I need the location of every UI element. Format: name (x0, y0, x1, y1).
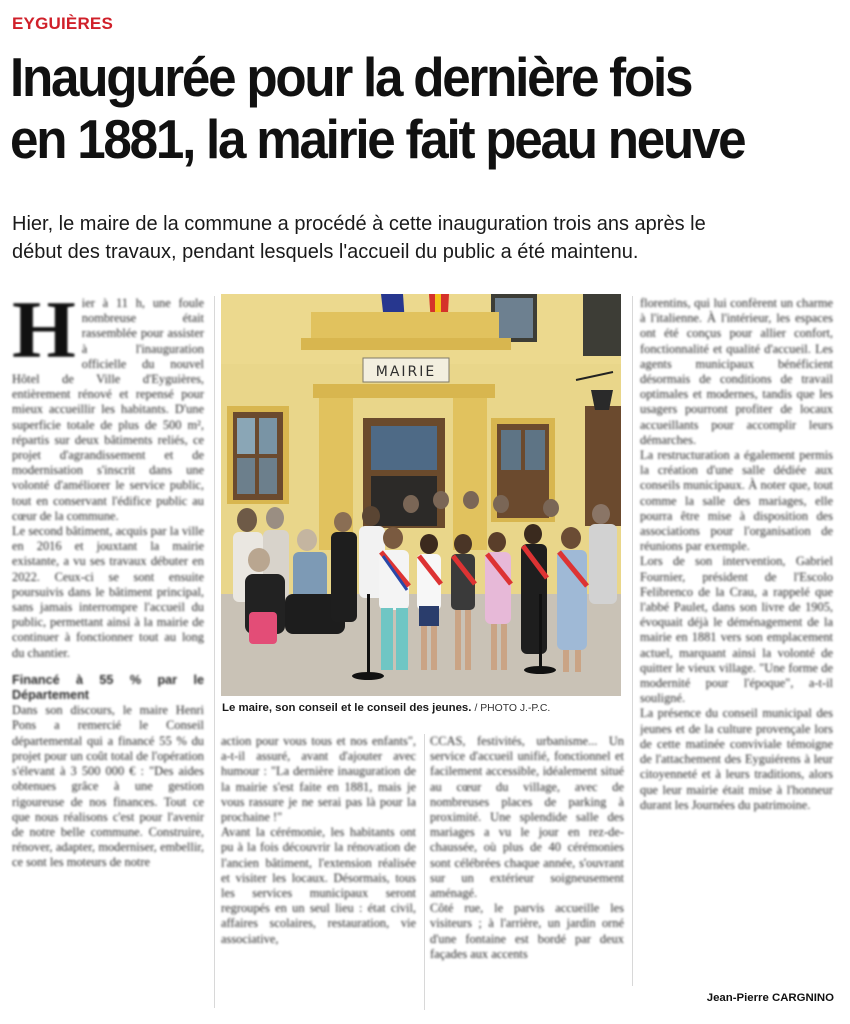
article-subheading: Financé à 55 % par le Département (12, 672, 204, 703)
article-paragraph: La restructuration a également permis la création d'une salle dédiée aux conseils municipaux. À noter que, tout comme la salle des mariages, elle pourra être mise à disposition des associations pour l'organisation de réunions par exemple. (640, 448, 833, 554)
column-divider (214, 296, 215, 1008)
mairie-sign: MAIRIE (375, 364, 437, 380)
article-photo (221, 294, 621, 696)
article-paragraph: Côté rue, le parvis accueille les visiteurs ; à l'arrière, un jardin orné d'une fontaine est bordé par deux façades aux accents (430, 901, 624, 961)
standfirst (12, 210, 832, 266)
article-paragraph: florentins, qui lui confèrent un charme à l'italienne. À l'intérieur, les espaces ont été conçus pour allier confort, fonctionnalité et qualité d'accueil. Les agents municipaux bénéficient désormais de conditions de travail optimales et modernes, tandis que les usagers pourront profiter de locaux accueillants pour accomplir leurs démarches. (640, 296, 833, 447)
photo-caption (222, 702, 627, 714)
article-paragraph: CCAS, festivités, urbanisme... Un service d'accueil unifié, fonctionnel et facilement accessible, idéalement situé au cœur du village, avec de nombreuses places de parking à proximité. Une splendide salle des mariages a vu le jour en rez-de-chaussée, où plus de 40 cérémonies sont célébrées chaque année, s'ouvrant sur un extérieur soigneusement aménagé. (430, 734, 624, 901)
article-column-3 (430, 734, 624, 1012)
town-hall-photo (221, 294, 621, 696)
paragraph-text: ier à 11 h, une foule nombreuse était rassemblée pour assister à l'inauguration officielle du nouvel Hôtel de Ville d'Eyguières, entièrement rénové et repensé pour mieux accueillir les habitants. D'une superficie totale de plus de 500 m², répartis sur deux bâtiments reliés, ce projet d'agrandissement et de modernisation s'inscrit dans une volonté d'améliorer le service public, tout en conservant l'édifice public au cœur de la commune. (12, 296, 204, 523)
caption-text: Le maire, son conseil et le conseil des jeunes. (222, 702, 472, 714)
article-column-1 (12, 296, 204, 1006)
article-paragraph: Lors de son intervention, Gabriel Fournier, président de l'Escolo Felibrenco de la Crau, a rappelé que l'abbé Paulet, dans son livre de 1905, évoquait déjà le déménagement de la mairie en 1881 vers son emplacement actuel, marquant ainsi la volonté de quitter le vieux village. "Une forme de modernité pour l'époque", a-t-il souligné. (640, 554, 833, 706)
column-divider (632, 296, 633, 986)
photo-credit: / PHOTO J.-P.C. (474, 703, 551, 714)
drop-cap: H (12, 296, 76, 375)
author-signature: Jean-Pierre CARGNINO (706, 992, 834, 1004)
article-column-2 (221, 734, 416, 1012)
section-kicker: EYGUIÈRES (12, 14, 113, 33)
article-paragraph: Dans son discours, le maire Henri Pons a remercié le Conseil départemental qui a financé 55 % du projet pour un coût total de l'opération s'élevant à 3 500 000 € : "Des aides obtenues grâce à une gestion rigoureuse de nos finances. Tout ce que nous réalisons c'est pour l'avenir de notre belle commune. Construire, rénover, adapter, moderniser, embellir, ce sont les moteurs de notre (12, 703, 204, 870)
column-divider (424, 734, 425, 1010)
standfirst-line: Hier, le maire de la commune a procédé à cette inauguration trois ans après le (12, 213, 706, 235)
article-paragraph: action pour vous tous et nos enfants", a-t-il assuré, avant d'ajouter avec humour : "La dernière inauguration de la mairie s'est faite en 1881, mais je vous rassure je ne serai pas là pour la prochaine !" (221, 734, 416, 825)
article-paragraph: La présence du conseil municipal des jeunes et de la culture provençale lors de cette matinée conviviale témoigne de l'attachement des Eyguiérens à leur citoyenneté et à leurs traditions, alors que leur mairie était mise à l'honneur durant les Journées du patrimoine. (640, 706, 833, 812)
article-column-4 (640, 296, 833, 972)
article-paragraph: Le second bâtiment, acquis par la ville en 2016 et jouxtant la mairie existante, a vu ses travaux débuter en 2022. Ceux-ci se sont ensuite poursuivis dans le bâtiment principal, sans jamais interrompre l'accueil du public, permettant ainsi à la mairie de continuer à fonctionner tout au long du chantier. (12, 524, 204, 660)
headline-line: en 1881, la mairie fait peau neuve (10, 108, 745, 170)
headline-line: Inaugurée pour la dernière fois (10, 46, 692, 108)
article-paragraph: Avant la cérémonie, les habitants ont pu à la fois découvrir la rénovation de l'ancien bâtiment, l'extension réalisée et visiter les locaux. Désormais, tous les services municipaux seront regroupés en un seul lieu : état civil, affaires scolaires, restauration, vie associative, (221, 825, 416, 946)
standfirst-line: début des travaux, pendant lesquels l'accueil du public a été maintenu. (12, 241, 639, 263)
headline (10, 46, 782, 170)
article-paragraph (12, 296, 204, 524)
